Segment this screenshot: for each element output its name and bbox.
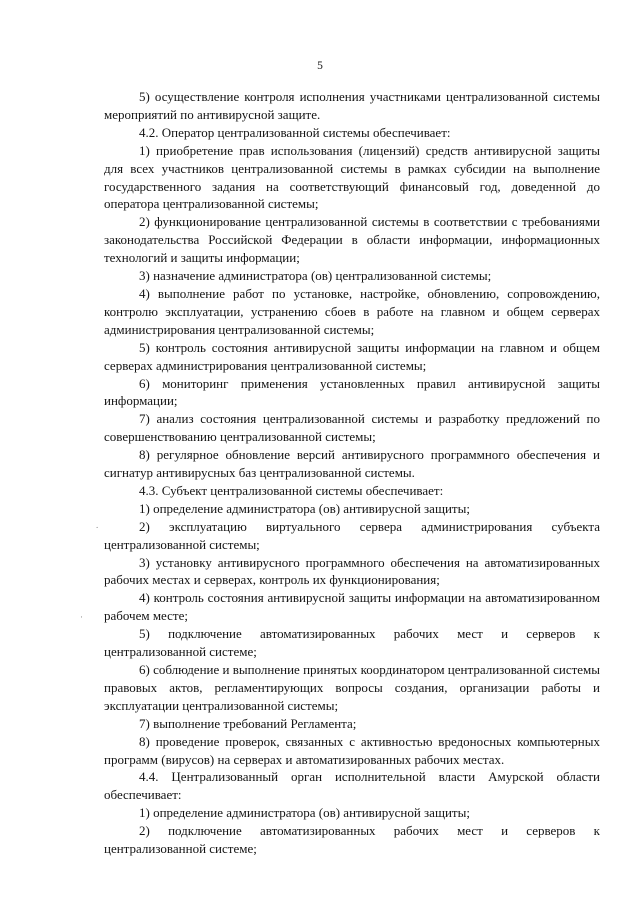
document-body bbox=[104, 88, 600, 858]
paragraph: 5) контроль состояния антивирусной защиты информации на главном и общем серверах администрирования централизованной системы; bbox=[104, 339, 600, 373]
paragraph: 4) выполнение работ по установке, настройке, обновлению, сопровождению, контролю эксплуатации, устранению сбоев в работе на главном и общем серверах администрирования централизованной системы; bbox=[104, 285, 600, 337]
paragraph: 6) соблюдение и выполнение принятых координатором централизованной системы правовых актов, регламентирующих вопросы создания, организации работы и эксплуатации централизованной системы; bbox=[104, 662, 600, 713]
paragraph: 3) установку антивирусного программного обеспечения на автоматизированных рабочих местах и серверах, контроль их функционирования; bbox=[104, 554, 600, 588]
paragraph: 1) определение администратора (ов) антивирусной защиты; bbox=[139, 805, 470, 821]
scan-mark: · bbox=[80, 612, 83, 622]
paragraph: 7) выполнение требований Регламента; bbox=[139, 715, 357, 731]
paragraph: 5) осуществление контроля исполнения участниками централизованной системы мероприятий по антивирусной защите. bbox=[104, 89, 600, 122]
scan-mark: . bbox=[96, 520, 99, 530]
section-heading: 4.4. Централизованный орган исполнительной власти Амурской области обеспечивает: bbox=[104, 769, 600, 803]
paragraph: 8) регулярное обновление версий антивирусного программного обеспечения и сигнатур антивирусных баз централизованной системы. bbox=[104, 447, 600, 481]
paragraph: 4) контроль состояния антивирусной защиты информации на автоматизированном рабочем месте; bbox=[104, 590, 600, 624]
paragraph: 2) функционирование централизованной системы в соответствии с требованиями законодательства Российской Федерации в области информации, информационных технологий и защиты информации; bbox=[104, 214, 600, 266]
paragraph: 5) подключение автоматизированных рабочих мест и серверов к централизованной системе; bbox=[104, 626, 600, 660]
paragraph: 2) эксплуатацию виртуального сервера администрирования субъекта централизованной системы; bbox=[104, 518, 600, 552]
paragraph: 7) анализ состояния централизованной системы и разработку предложений по совершенствованию централизованной системы; bbox=[104, 411, 600, 445]
section-heading: 4.3. Субъект централизованной системы обеспечивает: bbox=[139, 482, 444, 498]
paragraph: 3) назначение администратора (ов) централизованной системы; bbox=[139, 268, 492, 284]
paragraph: 1) приобретение прав использования (лицензий) средств антивирусной защиты для всех участников централизованной системы в рамках субсидии на выполнение государственного задания на соответствующий финансовый год, доведенной до оператора централизованной системы; bbox=[104, 142, 600, 212]
page-number: 5 bbox=[317, 60, 323, 72]
paragraph: 8) проведение проверок, связанных с активностью вредоносных компьютерных программ (вирусов) на серверах и автоматизированных рабочих местах. bbox=[104, 733, 600, 767]
paragraph: 1) определение администратора (ов) антивирусной защиты; bbox=[139, 500, 470, 516]
paragraph: 6) мониторинг применения установленных правил антивирусной защиты информации; bbox=[104, 375, 600, 409]
section-heading: 4.2. Оператор централизованной системы обеспечивает: bbox=[139, 124, 451, 140]
paragraph: 2) подключение автоматизированных рабочих мест и серверов к централизованной системе; bbox=[104, 823, 600, 857]
